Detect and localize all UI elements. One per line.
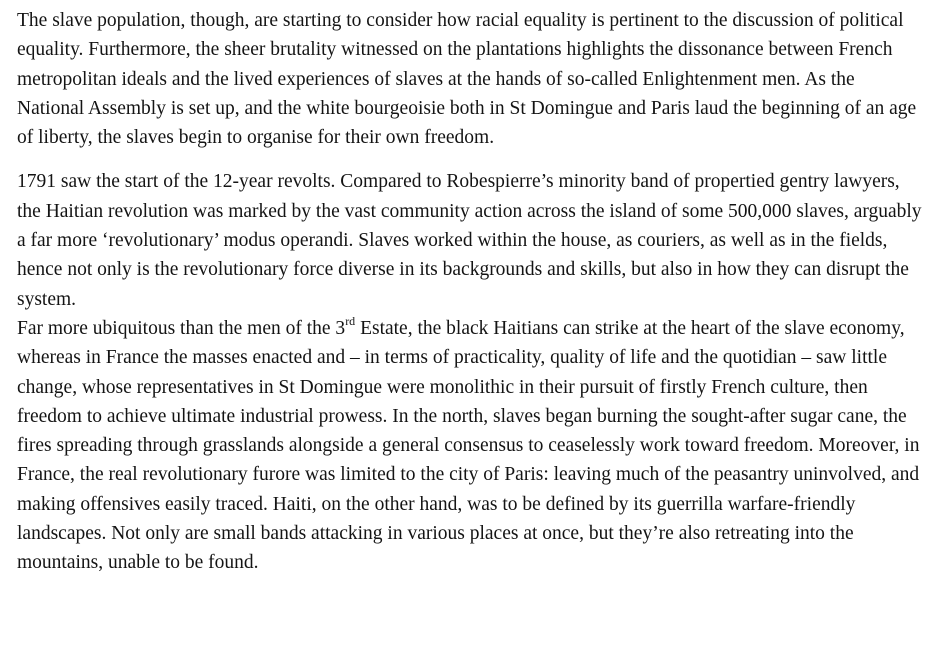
document-body [17, 6, 922, 578]
paragraph-2: 1791 saw the start of the 12-year revolts. Compared to Robespierre’s minority band of propertied gentry lawyers, the Haitian revolution was marked by the vast community action across the island of some 500,000 slaves, arguably a far more ‘revolutionary’ modus operandi. Slaves worked within the house, as couriers, as well as in the fields, hence not only is the revolutionary force diverse in its backgrounds and skills, but also in how they can disrupt the system. [17, 171, 922, 310]
paragraph-3 [17, 314, 922, 578]
ordinal-superscript: rd [345, 314, 356, 329]
paragraph-3-text-start: Far more ubiquitous than the men of the 3 [17, 317, 346, 339]
paragraph-1: The slave population, though, are starting to consider how racial equality is pertinent to the discussion of political equality. Furthermore, the sheer brutality witnessed on the plantations highlights the dissonance between French metropolitan ideals and the lived experiences of slaves at the hands of so-called Enlightenment men. As the National Assembly is set up, and the white bourgeoisie both in St Domingue and Paris laud the beginning of an age of liberty, the slaves begin to organise for their own freedom. [17, 10, 917, 149]
paragraph-3-text-rest: Estate, the black Haitians can strike at the heart of the slave economy, whereas in France the masses enacted and – in terms of practicality, quality of life and the quotidian – saw little change, whose representatives in St Domingue were monolithic in their pursuit of firstly French culture, then freedom to achieve ultimate industrial prowess. In the north, slaves began burning the sought-after sugar cane, the fires spreading through grasslands alongside a general consensus to ceaselessly work toward freedom. Moreover, in France, the real revolutionary furore was limited to the city of Paris: leaving much of the peasantry uninvolved, and making offensives easily traced. Haiti, on the other hand, was to be defined by its guerrilla warfare-friendly landscapes. Not only are small bands attacking in various places at once, but they’re also retreating into the mountains, unable to be found. [17, 317, 920, 574]
